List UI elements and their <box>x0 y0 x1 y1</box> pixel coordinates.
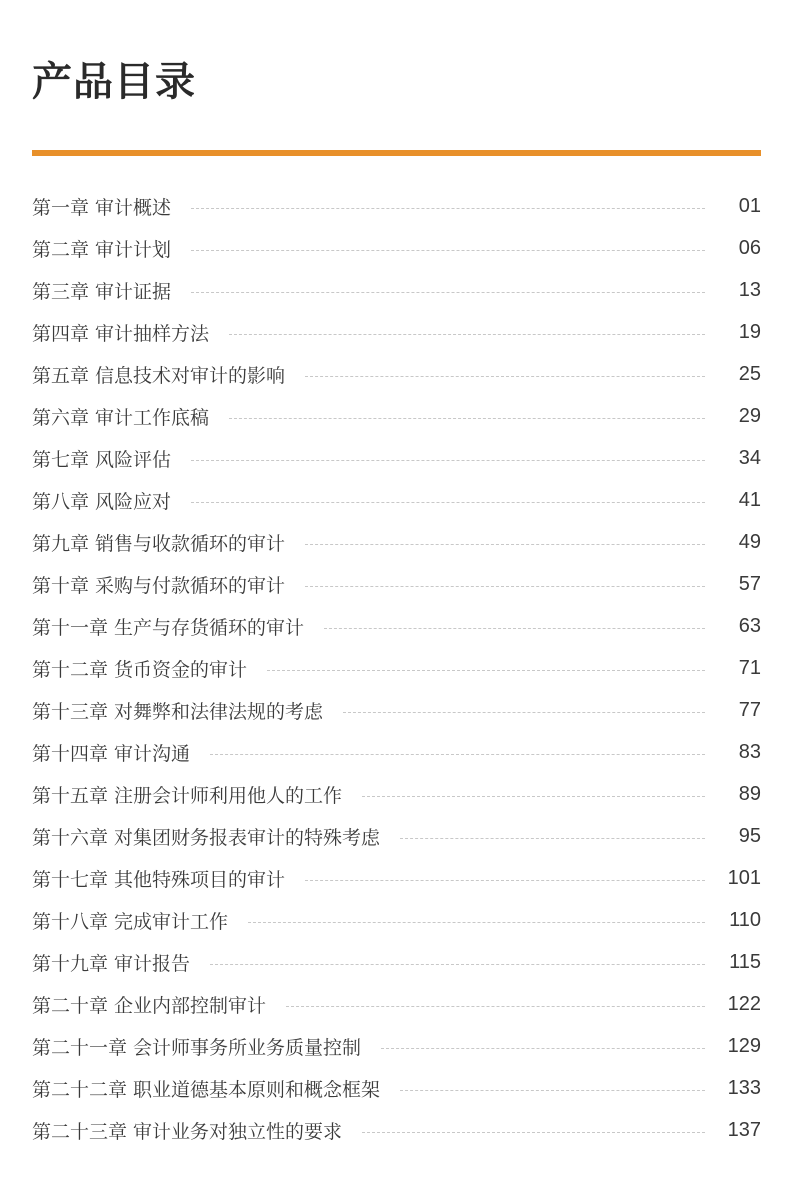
toc-entry-title: 第三章 审计证据 <box>32 280 172 303</box>
toc-entry[interactable] <box>32 353 761 395</box>
toc-entry-title: 第十一章 生产与存货循环的审计 <box>32 616 305 639</box>
toc-entry[interactable] <box>32 227 761 269</box>
toc-entry-title: 第十七章 其他特殊项目的审计 <box>32 868 286 891</box>
toc-entry-page-number: 95 <box>738 824 761 847</box>
toc-entry-page-number: 41 <box>738 488 761 511</box>
toc-entry-page-number: 77 <box>738 698 761 721</box>
toc-entry[interactable] <box>32 395 761 437</box>
dotted-leader <box>191 502 705 503</box>
dotted-leader <box>210 754 705 755</box>
dotted-leader <box>286 1006 705 1007</box>
toc-entry[interactable] <box>32 899 761 941</box>
toc-entry[interactable] <box>32 815 761 857</box>
dotted-leader <box>305 544 705 545</box>
toc-entry-page-number: 71 <box>738 656 761 679</box>
toc-entry[interactable] <box>32 521 761 563</box>
toc-entry-title: 第十五章 注册会计师利用他人的工作 <box>32 784 343 807</box>
toc-entry-title: 第五章 信息技术对审计的影响 <box>32 364 286 387</box>
toc-entry-title: 第一章 审计概述 <box>32 196 172 219</box>
dotted-leader <box>229 418 705 419</box>
toc-entry-title: 第八章 风险应对 <box>32 490 172 513</box>
dotted-leader <box>343 712 705 713</box>
dotted-leader <box>305 880 705 881</box>
toc-entry-title: 第十六章 对集团财务报表审计的特殊考虑 <box>32 826 381 849</box>
toc-entry[interactable] <box>32 1067 761 1109</box>
toc-entry-title: 第二十章 企业内部控制审计 <box>32 994 267 1017</box>
toc-entry[interactable] <box>32 773 761 815</box>
toc-entry-page-number: 57 <box>738 572 761 595</box>
dotted-leader <box>381 1048 705 1049</box>
toc-entry-page-number: 19 <box>738 320 761 343</box>
toc-entry[interactable] <box>32 1025 761 1067</box>
toc-entry-page-number: 137 <box>727 1118 761 1141</box>
dotted-leader <box>191 292 705 293</box>
toc-entry[interactable] <box>32 1109 761 1151</box>
table-of-contents <box>32 185 761 1151</box>
toc-entry[interactable] <box>32 647 761 689</box>
toc-entry[interactable] <box>32 311 761 353</box>
toc-entry-page-number: 110 <box>729 908 761 931</box>
toc-entry-title: 第二十一章 会计师事务所业务质量控制 <box>32 1036 362 1059</box>
toc-entry-title: 第十二章 货币资金的审计 <box>32 658 248 681</box>
toc-entry[interactable] <box>32 857 761 899</box>
toc-entry-title: 第七章 风险评估 <box>32 448 172 471</box>
toc-entry-page-number: 01 <box>738 194 761 217</box>
toc-entry-page-number: 29 <box>738 404 761 427</box>
dotted-leader <box>305 376 705 377</box>
dotted-leader <box>324 628 705 629</box>
toc-entry-title: 第二十二章 职业道德基本原则和概念框架 <box>32 1078 381 1101</box>
dotted-leader <box>400 1090 705 1091</box>
dotted-leader <box>305 586 705 587</box>
toc-entry-page-number: 34 <box>738 446 761 469</box>
toc-entry-page-number: 49 <box>738 530 761 553</box>
dotted-leader <box>267 670 705 671</box>
toc-entry-page-number: 101 <box>727 866 761 889</box>
dotted-leader <box>362 1132 705 1133</box>
dotted-leader <box>191 208 705 209</box>
toc-entry[interactable] <box>32 731 761 773</box>
toc-entry-title: 第十章 采购与付款循环的审计 <box>32 574 286 597</box>
toc-entry-page-number: 133 <box>727 1076 761 1099</box>
toc-entry-title: 第二十三章 审计业务对独立性的要求 <box>32 1120 343 1143</box>
dotted-leader <box>191 250 705 251</box>
toc-entry-title: 第十四章 审计沟通 <box>32 742 191 765</box>
toc-entry[interactable] <box>32 689 761 731</box>
toc-entry-page-number: 13 <box>738 278 761 301</box>
toc-entry[interactable] <box>32 479 761 521</box>
toc-entry[interactable] <box>32 563 761 605</box>
toc-entry-page-number: 122 <box>727 992 761 1015</box>
toc-entry-page-number: 129 <box>727 1034 761 1057</box>
toc-entry[interactable] <box>32 605 761 647</box>
toc-entry-page-number: 83 <box>738 740 761 763</box>
toc-entry-page-number: 25 <box>738 362 761 385</box>
toc-entry-title: 第九章 销售与收款循环的审计 <box>32 532 286 555</box>
toc-entry[interactable] <box>32 269 761 311</box>
toc-entry-page-number: 115 <box>729 950 761 973</box>
toc-entry-title: 第十八章 完成审计工作 <box>32 910 229 933</box>
title-divider <box>32 150 761 156</box>
toc-entry[interactable] <box>32 983 761 1025</box>
dotted-leader <box>229 334 705 335</box>
toc-entry-page-number: 63 <box>738 614 761 637</box>
toc-entry[interactable] <box>32 437 761 479</box>
toc-entry-title: 第十九章 审计报告 <box>32 952 191 975</box>
toc-entry-title: 第十三章 对舞弊和法律法规的考虑 <box>32 700 324 723</box>
dotted-leader <box>210 964 705 965</box>
dotted-leader <box>191 460 705 461</box>
dotted-leader <box>362 796 705 797</box>
page-title: 产品目录 <box>32 59 196 105</box>
toc-entry-page-number: 06 <box>738 236 761 259</box>
toc-entry-page-number: 89 <box>738 782 761 805</box>
toc-entry-title: 第六章 审计工作底稿 <box>32 406 210 429</box>
toc-entry-title: 第四章 审计抽样方法 <box>32 322 210 345</box>
dotted-leader <box>400 838 705 839</box>
toc-entry[interactable] <box>32 941 761 983</box>
toc-entry[interactable] <box>32 185 761 227</box>
toc-entry-title: 第二章 审计计划 <box>32 238 172 261</box>
dotted-leader <box>248 922 705 923</box>
